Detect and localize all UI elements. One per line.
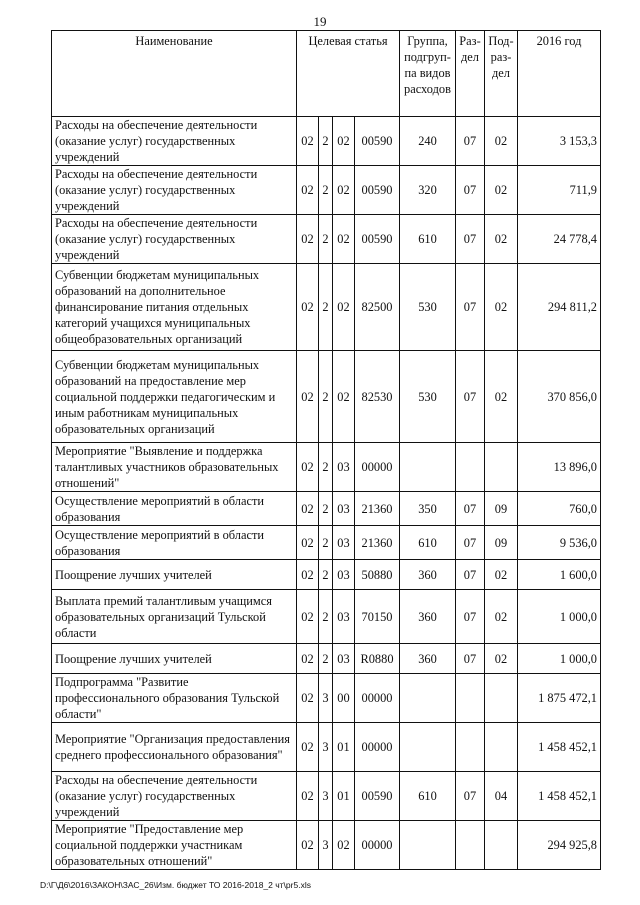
target-subprogram-code: 2 xyxy=(319,644,333,674)
table-row xyxy=(52,215,601,264)
expense-group-code: 320 xyxy=(400,166,456,215)
section-code xyxy=(456,674,485,723)
expense-group-code xyxy=(400,674,456,723)
amount-2016: 1 600,0 xyxy=(518,560,601,590)
table-row xyxy=(52,560,601,590)
subsection-code xyxy=(485,821,518,870)
subsection-code: 09 xyxy=(485,492,518,526)
target-program-code: 02 xyxy=(297,772,319,821)
target-subprogram-code: 2 xyxy=(319,560,333,590)
target-subprogram-code: 3 xyxy=(319,772,333,821)
expense-group-code: 240 xyxy=(400,117,456,166)
target-event-code: 02 xyxy=(333,351,355,443)
target-subprogram-code: 3 xyxy=(319,674,333,723)
amount-2016: 1 875 472,1 xyxy=(518,674,601,723)
header-name: Наименование xyxy=(52,31,297,117)
row-name: Мероприятие "Выявление и поддержка талантливых участников образовательных отношений" xyxy=(52,443,297,492)
expense-group-code xyxy=(400,723,456,772)
target-event-code: 02 xyxy=(333,264,355,351)
section-code xyxy=(456,821,485,870)
target-subprogram-code: 2 xyxy=(319,264,333,351)
target-subprogram-code: 2 xyxy=(319,215,333,264)
row-name: Расходы на обеспечение деятельности (оказание услуг) государственных учреждений xyxy=(52,117,297,166)
subsection-code: 02 xyxy=(485,215,518,264)
target-program-code: 02 xyxy=(297,215,319,264)
amount-2016: 294 811,2 xyxy=(518,264,601,351)
target-direction-code: 21360 xyxy=(355,492,400,526)
section-code xyxy=(456,443,485,492)
target-direction-code: 50880 xyxy=(355,560,400,590)
target-program-code: 02 xyxy=(297,166,319,215)
amount-2016: 13 896,0 xyxy=(518,443,601,492)
expense-group-code: 350 xyxy=(400,492,456,526)
subsection-code: 09 xyxy=(485,526,518,560)
target-direction-code: 00590 xyxy=(355,166,400,215)
target-subprogram-code: 2 xyxy=(319,590,333,644)
expense-group-code: 530 xyxy=(400,264,456,351)
target-event-code: 03 xyxy=(333,526,355,560)
row-name: Осуществление мероприятий в области образования xyxy=(52,492,297,526)
table-row xyxy=(52,772,601,821)
target-program-code: 02 xyxy=(297,264,319,351)
section-code: 07 xyxy=(456,215,485,264)
subsection-code: 02 xyxy=(485,264,518,351)
table-row xyxy=(52,492,601,526)
target-event-code: 02 xyxy=(333,821,355,870)
section-code xyxy=(456,723,485,772)
target-program-code: 02 xyxy=(297,821,319,870)
target-direction-code: R0880 xyxy=(355,644,400,674)
table-row xyxy=(52,443,601,492)
target-direction-code: 00590 xyxy=(355,215,400,264)
amount-2016: 3 153,3 xyxy=(518,117,601,166)
table-row xyxy=(52,590,601,644)
amount-2016: 760,0 xyxy=(518,492,601,526)
table-header-row xyxy=(52,31,601,117)
target-direction-code: 00000 xyxy=(355,821,400,870)
target-program-code: 02 xyxy=(297,723,319,772)
budget-table xyxy=(51,30,601,870)
target-program-code: 02 xyxy=(297,590,319,644)
target-direction-code: 00000 xyxy=(355,674,400,723)
expense-group-code: 360 xyxy=(400,644,456,674)
section-code: 07 xyxy=(456,560,485,590)
section-code: 07 xyxy=(456,644,485,674)
expense-group-code: 610 xyxy=(400,772,456,821)
target-program-code: 02 xyxy=(297,443,319,492)
table-row xyxy=(52,674,601,723)
file-path-footer: D:\Г\Д6\2016\ЗАКОН\ЗАС_26\Изм. бюджет ТО 2016-2018_2 чт\pr5.xls xyxy=(40,880,311,890)
amount-2016: 294 925,8 xyxy=(518,821,601,870)
target-subprogram-code: 3 xyxy=(319,723,333,772)
amount-2016: 1 000,0 xyxy=(518,590,601,644)
amount-2016: 370 856,0 xyxy=(518,351,601,443)
table-row xyxy=(52,264,601,351)
header-subsection: Под-раз-дел xyxy=(485,31,518,117)
header-group: Группа, подгруп-па видов расходов xyxy=(400,31,456,117)
amount-2016: 24 778,4 xyxy=(518,215,601,264)
target-direction-code: 00000 xyxy=(355,443,400,492)
table-row xyxy=(52,351,601,443)
header-target: Целевая статья xyxy=(297,31,400,117)
section-code: 07 xyxy=(456,264,485,351)
target-subprogram-code: 2 xyxy=(319,117,333,166)
section-code: 07 xyxy=(456,772,485,821)
section-code: 07 xyxy=(456,117,485,166)
target-program-code: 02 xyxy=(297,644,319,674)
target-direction-code: 21360 xyxy=(355,526,400,560)
header-section: Раз-дел xyxy=(456,31,485,117)
subsection-code: 02 xyxy=(485,560,518,590)
target-program-code: 02 xyxy=(297,674,319,723)
target-program-code: 02 xyxy=(297,117,319,166)
target-event-code: 03 xyxy=(333,560,355,590)
amount-2016: 1 458 452,1 xyxy=(518,723,601,772)
subsection-code xyxy=(485,674,518,723)
target-program-code: 02 xyxy=(297,560,319,590)
table-row xyxy=(52,821,601,870)
target-subprogram-code: 2 xyxy=(319,443,333,492)
expense-group-code xyxy=(400,821,456,870)
subsection-code: 02 xyxy=(485,644,518,674)
target-event-code: 01 xyxy=(333,772,355,821)
row-name: Подпрограмма "Развитие профессионального образования Тульской области" xyxy=(52,674,297,723)
expense-group-code: 610 xyxy=(400,526,456,560)
target-subprogram-code: 2 xyxy=(319,166,333,215)
section-code: 07 xyxy=(456,351,485,443)
target-subprogram-code: 2 xyxy=(319,351,333,443)
amount-2016: 1 458 452,1 xyxy=(518,772,601,821)
row-name: Мероприятие "Организация предоставления среднего профессионального образования" xyxy=(52,723,297,772)
target-direction-code: 82500 xyxy=(355,264,400,351)
target-event-code: 03 xyxy=(333,443,355,492)
row-name: Поощрение лучших учителей xyxy=(52,644,297,674)
target-direction-code: 00590 xyxy=(355,117,400,166)
target-subprogram-code: 2 xyxy=(319,492,333,526)
target-event-code: 02 xyxy=(333,215,355,264)
row-name: Поощрение лучших учителей xyxy=(52,560,297,590)
subsection-code: 04 xyxy=(485,772,518,821)
row-name: Субвенции бюджетам муниципальных образований на дополнительное финансирование питания отдельных категорий учащихся муниципальных общеобразовательных организаций xyxy=(52,264,297,351)
row-name: Мероприятие "Предоставление мер социальной поддержки участникам образовательных отношений" xyxy=(52,821,297,870)
target-program-code: 02 xyxy=(297,492,319,526)
subsection-code: 02 xyxy=(485,117,518,166)
row-name: Осуществление мероприятий в области образования xyxy=(52,526,297,560)
header-year: 2016 год xyxy=(518,31,601,117)
table-row xyxy=(52,117,601,166)
expense-group-code xyxy=(400,443,456,492)
section-code: 07 xyxy=(456,590,485,644)
target-subprogram-code: 2 xyxy=(319,526,333,560)
amount-2016: 9 536,0 xyxy=(518,526,601,560)
table-row xyxy=(52,526,601,560)
expense-group-code: 360 xyxy=(400,590,456,644)
row-name: Расходы на обеспечение деятельности (оказание услуг) государственных учреждений xyxy=(52,166,297,215)
row-name: Субвенции бюджетам муниципальных образований на предоставление мер социальной поддержки педагогическим и иным работникам муниципальных образовательных организаций xyxy=(52,351,297,443)
target-event-code: 03 xyxy=(333,492,355,526)
subsection-code: 02 xyxy=(485,166,518,215)
expense-group-code: 530 xyxy=(400,351,456,443)
target-event-code: 03 xyxy=(333,590,355,644)
section-code: 07 xyxy=(456,166,485,215)
target-direction-code: 82530 xyxy=(355,351,400,443)
table-row xyxy=(52,723,601,772)
row-name: Расходы на обеспечение деятельности (оказание услуг) государственных учреждений xyxy=(52,215,297,264)
subsection-code: 02 xyxy=(485,351,518,443)
amount-2016: 711,9 xyxy=(518,166,601,215)
expense-group-code: 360 xyxy=(400,560,456,590)
target-direction-code: 00000 xyxy=(355,723,400,772)
subsection-code: 02 xyxy=(485,590,518,644)
table-row xyxy=(52,644,601,674)
amount-2016: 1 000,0 xyxy=(518,644,601,674)
target-subprogram-code: 3 xyxy=(319,821,333,870)
row-name: Расходы на обеспечение деятельности (оказание услуг) государственных учреждений xyxy=(52,772,297,821)
target-event-code: 00 xyxy=(333,674,355,723)
target-event-code: 01 xyxy=(333,723,355,772)
section-code: 07 xyxy=(456,526,485,560)
target-direction-code: 70150 xyxy=(355,590,400,644)
target-event-code: 02 xyxy=(333,166,355,215)
subsection-code xyxy=(485,723,518,772)
target-program-code: 02 xyxy=(297,351,319,443)
target-event-code: 03 xyxy=(333,644,355,674)
target-event-code: 02 xyxy=(333,117,355,166)
subsection-code xyxy=(485,443,518,492)
page-number: 19 xyxy=(313,14,327,29)
target-program-code: 02 xyxy=(297,526,319,560)
target-direction-code: 00590 xyxy=(355,772,400,821)
section-code: 07 xyxy=(456,492,485,526)
table-row xyxy=(52,166,601,215)
row-name: Выплата премий талантливым учащимся образовательных организаций Тульской области xyxy=(52,590,297,644)
expense-group-code: 610 xyxy=(400,215,456,264)
